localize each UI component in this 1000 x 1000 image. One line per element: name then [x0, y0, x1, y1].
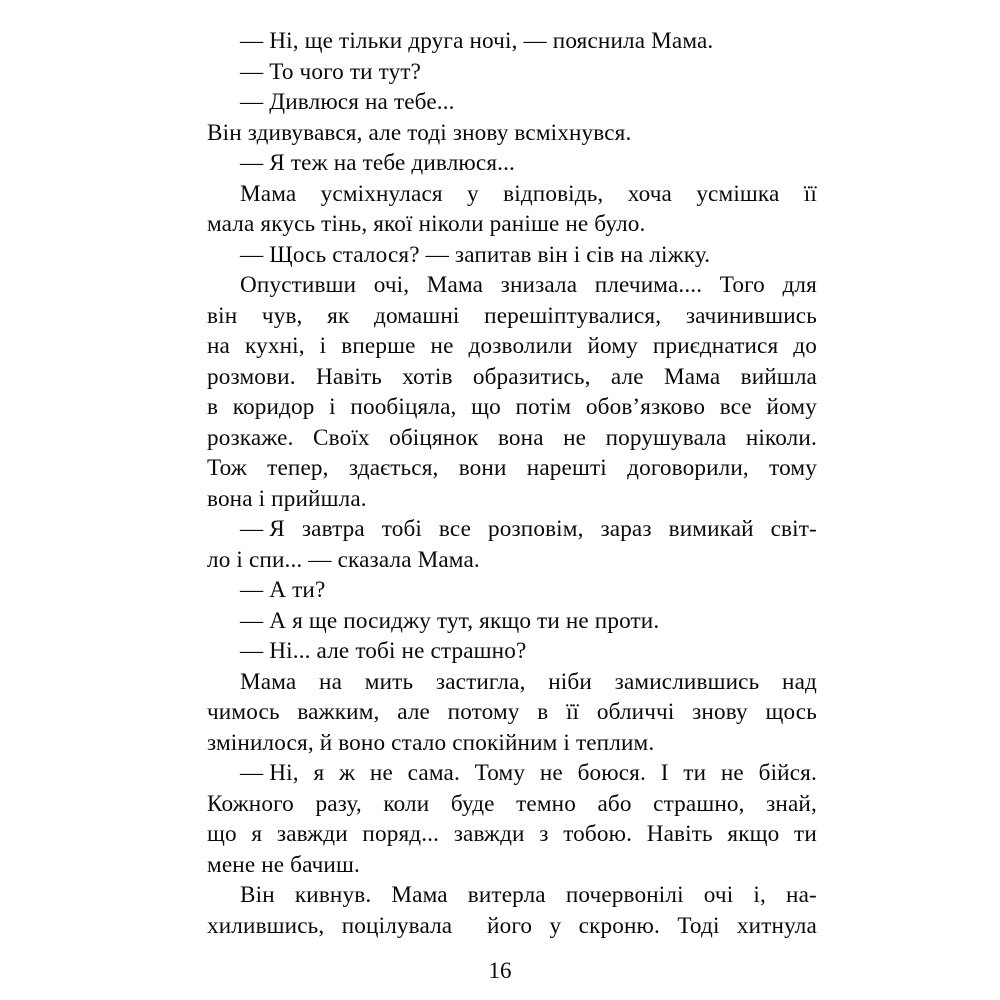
text-word: ти — [683, 760, 707, 786]
text-word: не — [369, 760, 393, 786]
text-word: йому — [766, 394, 817, 420]
text-line — [207, 392, 817, 423]
text-word: знизала — [500, 272, 578, 298]
text-word: все — [438, 516, 472, 542]
text-word: зараз — [600, 516, 652, 542]
text-word: що — [471, 394, 501, 420]
text-word: образитись, — [472, 363, 591, 390]
text-line — [207, 301, 817, 332]
text-word: вийшла — [740, 363, 817, 390]
text-word: Кожного — [207, 790, 294, 817]
text-word: на — [319, 668, 343, 695]
text-word: все — [719, 394, 752, 420]
text-word: не — [539, 760, 563, 786]
text-word: обличчі — [596, 699, 675, 725]
text-word: світ- — [770, 516, 817, 542]
text-word: темно — [516, 790, 576, 817]
text-word: разу, — [315, 790, 362, 817]
text-word: Своїх — [313, 424, 370, 451]
text-word: коридор — [232, 394, 315, 420]
text-word: скроню. — [578, 912, 660, 939]
text-word: я — [313, 760, 325, 786]
text-word: хилившись, — [207, 912, 325, 939]
text-word: поряд... — [362, 821, 440, 847]
text-word: Мама — [240, 180, 297, 207]
text-line — [207, 362, 817, 393]
text-word: Мама — [391, 882, 448, 908]
text-line — [207, 179, 817, 210]
text-word: потому — [447, 699, 520, 725]
text-word: завтра — [301, 516, 365, 542]
text-word: чимось — [207, 699, 280, 725]
text-word: Він — [240, 882, 275, 908]
text-line: — А я ще посиджу тут, якщо ти не проти. — [240, 607, 660, 634]
text-line — [207, 880, 817, 911]
text-word: на- — [786, 882, 817, 908]
text-word: або — [597, 790, 632, 817]
text-word: Того — [719, 272, 765, 298]
text-word: нарешті — [526, 455, 607, 481]
text-word: його — [487, 912, 533, 939]
text-line — [207, 667, 817, 698]
text-word: і, — [753, 882, 766, 908]
text-line: Він здивувався, але тоді знову всміхнувся. — [207, 119, 632, 146]
text-line: — Щось сталося? — запитав він і сів на ліжку. — [240, 241, 711, 268]
text-word: важким, — [297, 699, 380, 725]
text-word: вона — [497, 424, 544, 451]
text-word: ніби — [548, 668, 592, 695]
text-word: поцілувала — [341, 912, 453, 939]
text-word: у — [467, 180, 479, 207]
text-word: але — [610, 363, 644, 390]
text-line — [207, 270, 817, 301]
text-word: ніколи. — [745, 424, 817, 451]
text-word: хоча — [627, 180, 672, 207]
text-word: вперше — [341, 333, 416, 359]
text-word: очі, — [373, 272, 410, 298]
text-word: не — [563, 424, 587, 451]
text-word: почервонілі — [565, 882, 684, 908]
text-word: і — [319, 333, 327, 359]
text-word: Мама — [426, 272, 484, 298]
text-word: я — [251, 821, 263, 847]
text-word: коли — [383, 790, 430, 817]
text-word: Навіть — [315, 363, 382, 390]
text-word: домашні — [374, 302, 460, 329]
text-word: перешіптувалися, — [484, 302, 662, 329]
text-line — [207, 789, 817, 820]
text-word: завжди — [276, 821, 348, 847]
text-word: договорили, — [627, 455, 749, 481]
text-word: — Ні, — [240, 760, 299, 786]
text-word: вони — [458, 455, 507, 481]
text-word: Тож — [207, 455, 247, 481]
text-word: кивнув. — [294, 882, 372, 908]
text-word: не — [430, 333, 454, 359]
text-word: зачинившись — [685, 302, 817, 329]
text-line — [207, 758, 817, 789]
text-word: в — [537, 699, 549, 725]
text-line — [207, 911, 817, 942]
text-line: — Я теж на тебе дивлюся... — [240, 150, 515, 176]
text-line: мала якусь тінь, якої ніколи раніше не було. — [207, 211, 646, 237]
text-word: Навіть — [646, 821, 713, 847]
text-line: вона і прийшла. — [207, 485, 367, 512]
text-line: — То чого ти тут? — [240, 58, 422, 85]
text-word: усміхнулася — [320, 180, 443, 207]
text-word: застигла, — [435, 668, 526, 695]
text-word: знай, — [766, 790, 817, 817]
text-word: Опустивши — [240, 272, 357, 298]
text-word: тому — [769, 455, 817, 481]
text-word: завжди — [453, 821, 525, 847]
text-word: плечима.... — [594, 272, 703, 298]
text-word: розмови. — [207, 363, 296, 390]
text-word: дозволили — [468, 333, 573, 359]
text-word: і — [329, 394, 336, 420]
text-word: але — [397, 699, 430, 725]
text-word: обіцянок — [389, 424, 479, 451]
text-word: хитнула — [736, 912, 817, 939]
text-line: — А ти? — [240, 577, 326, 603]
text-word: що — [207, 821, 237, 847]
text-word: в — [207, 394, 219, 420]
text-word: витерла — [467, 882, 546, 908]
text-word: як — [327, 302, 350, 329]
text-word: усмішка — [696, 180, 780, 207]
text-word: вимикай — [668, 516, 754, 542]
text-line: мене не бачиш. — [207, 851, 360, 878]
text-word: обов’язково — [585, 394, 706, 420]
text-word: очі — [703, 882, 734, 908]
text-word: мить — [364, 668, 414, 695]
text-line: — Ні, ще тільки друга ночі, — пояснила Мама. — [240, 28, 714, 54]
text-line: ло і спи... — сказала Мама. — [207, 546, 480, 573]
text-word: сама. — [407, 760, 460, 786]
text-word: над — [782, 668, 817, 695]
text-word: приєднатися — [652, 333, 779, 359]
text-line: — Дивлюся на тебе... — [240, 89, 455, 115]
text-line — [207, 514, 817, 545]
text-word: бійся. — [758, 760, 817, 786]
text-word: хотів — [402, 363, 453, 390]
text-word: він — [207, 302, 238, 329]
text-line — [207, 697, 817, 728]
text-word: Тому — [474, 760, 526, 786]
text-line: змінилося, й воно стало спокійним і теплим. — [207, 729, 655, 756]
text-word: з — [539, 821, 549, 847]
text-word: замислившись — [614, 668, 760, 695]
text-word: Мама — [240, 668, 297, 695]
text-word: її — [565, 699, 580, 725]
text-word: якщо — [727, 821, 780, 847]
text-word: Мама — [663, 363, 721, 390]
text-word: тобі — [381, 516, 423, 542]
text-line — [207, 331, 817, 362]
text-word: здається, — [348, 455, 439, 481]
text-line — [207, 819, 817, 850]
text-word: розкаже. — [207, 424, 294, 451]
text-word: її — [803, 180, 817, 207]
page-text-block — [207, 26, 817, 941]
text-word: знову — [692, 699, 748, 725]
text-word: тепер, — [267, 455, 329, 481]
text-word: на — [207, 333, 231, 359]
text-word: ти — [794, 821, 817, 847]
text-word: у — [549, 912, 562, 939]
text-word: кухні, — [245, 333, 305, 359]
text-word: не — [720, 760, 744, 786]
text-line — [207, 453, 817, 484]
page-number: 16 — [488, 958, 512, 983]
text-word: щось — [765, 699, 817, 725]
text-word: до — [793, 333, 817, 359]
text-word: чув, — [261, 302, 303, 329]
text-word: потім — [515, 394, 572, 420]
text-word: пообіцяла, — [350, 394, 457, 420]
text-word: для — [782, 272, 817, 298]
text-word: порушувала — [605, 424, 727, 451]
text-word: Тоді — [677, 912, 720, 939]
text-word: боюся. — [577, 760, 646, 786]
text-word: — Я — [240, 516, 285, 542]
text-word: ж — [339, 760, 356, 786]
text-word: страшно, — [653, 790, 745, 817]
text-word: буде — [450, 790, 495, 817]
text-word: відповідь, — [503, 180, 604, 207]
text-line — [207, 423, 817, 454]
text-word: йому — [587, 333, 638, 359]
text-word: І — [660, 760, 669, 786]
text-line: — Ні... але тобі не страшно? — [240, 638, 527, 664]
text-word: розповім, — [487, 516, 584, 542]
text-word: тобою. — [563, 821, 633, 847]
